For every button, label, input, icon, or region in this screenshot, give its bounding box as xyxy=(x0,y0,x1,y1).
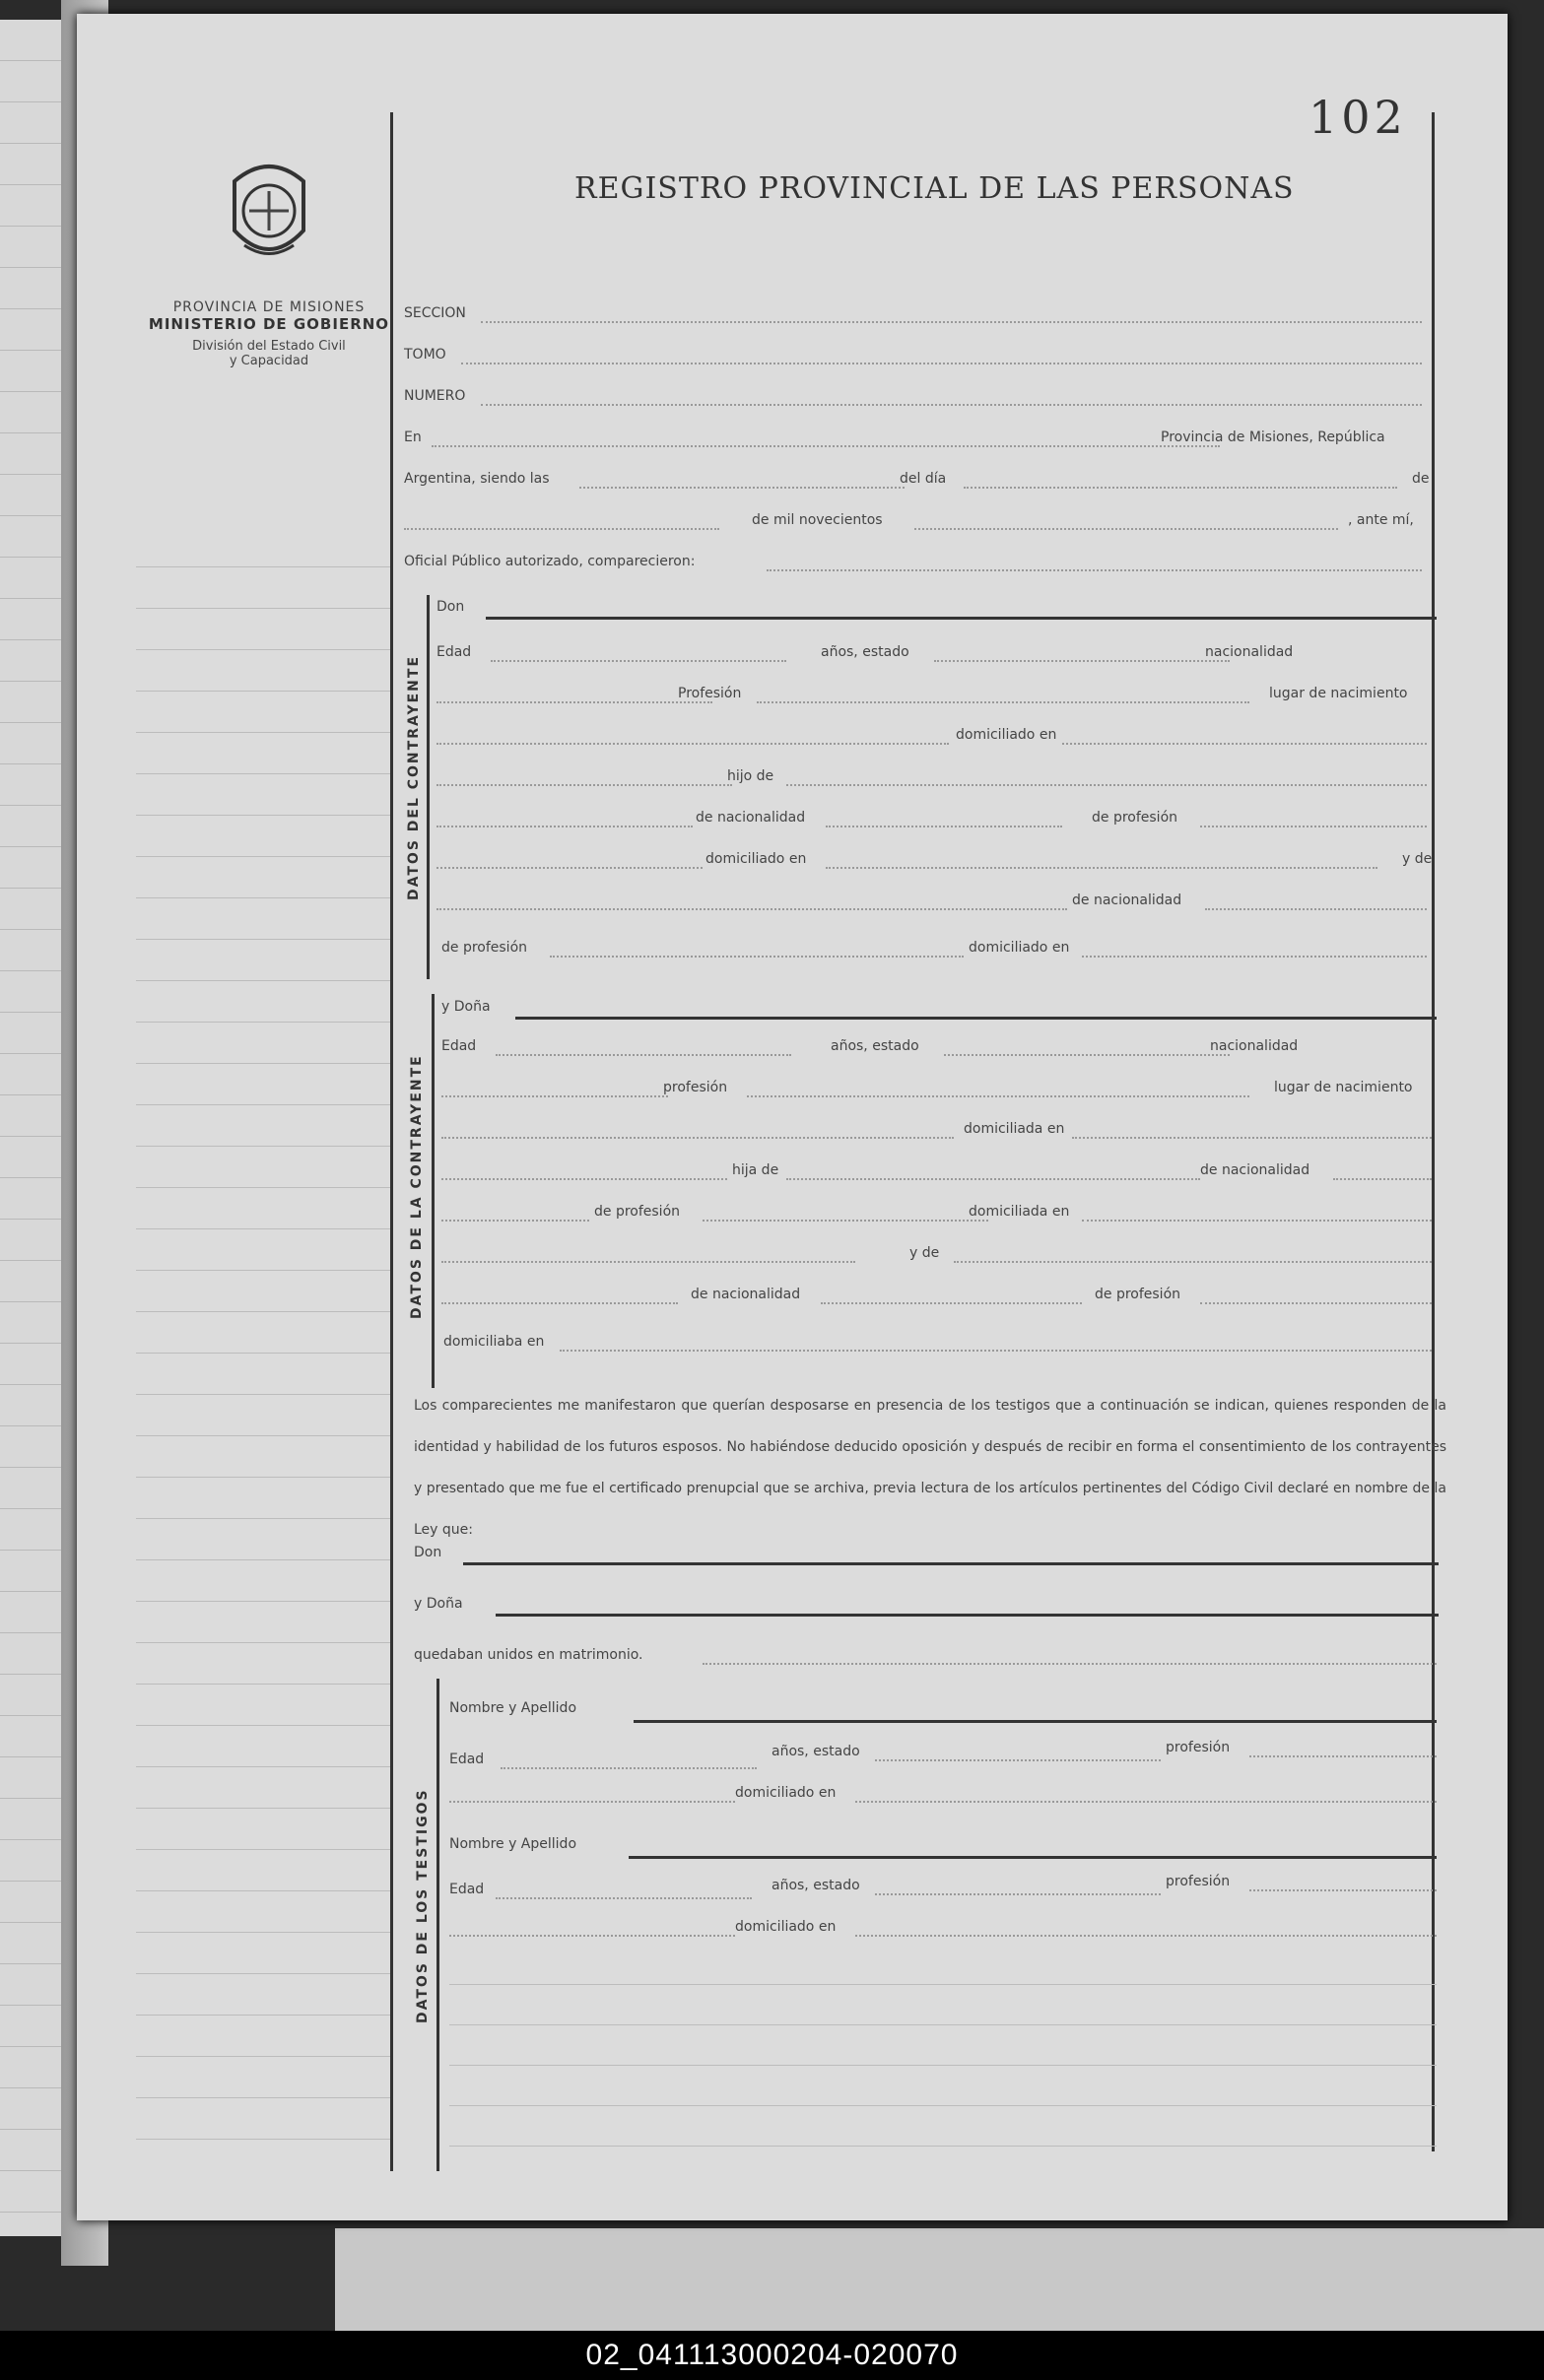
dom1-line xyxy=(855,1801,1437,1803)
hora-line xyxy=(579,487,905,489)
ante-mi-label: , ante mí, xyxy=(1348,512,1414,528)
profesion-label-2: profesión xyxy=(663,1080,728,1095)
provincia-label: Provincia de Misiones, República xyxy=(1161,430,1385,445)
provincial-seal-icon xyxy=(215,152,323,270)
register-page xyxy=(77,14,1508,2220)
edad1-label: Edad xyxy=(449,1752,485,1767)
prof1-label: profesión xyxy=(1166,1740,1231,1755)
don-name-line xyxy=(486,617,1437,620)
padre-nac-line xyxy=(826,826,1062,827)
domiciliado2-label: domiciliado en xyxy=(705,851,807,867)
mes-line xyxy=(404,528,719,530)
edad2-line xyxy=(496,1897,752,1899)
padre-line-2 xyxy=(436,826,693,827)
en-label: En xyxy=(404,430,422,445)
edad-line xyxy=(491,660,786,662)
domiciliaba-label: domiciliaba en xyxy=(443,1334,545,1350)
numero-line xyxy=(481,404,1422,406)
edad2-label: Edad xyxy=(449,1882,485,1897)
madre-nac-line xyxy=(1205,908,1427,910)
padre-nac-line-4 xyxy=(441,1220,589,1222)
estado2-line xyxy=(875,1893,1161,1895)
en-line xyxy=(432,445,1220,447)
padre-nac-line-3 xyxy=(1333,1178,1432,1180)
dom2-line xyxy=(855,1935,1437,1937)
anos-estado-label: años, estado xyxy=(821,644,909,660)
don-label: Don xyxy=(436,599,465,615)
main-vertical-rule xyxy=(390,112,393,2171)
de-nacionalidad2-label-3: de nacionalidad xyxy=(691,1287,801,1302)
nombre2-label: Nombre y Apellido xyxy=(449,1836,577,1852)
contrayente-side-label: DATOS DEL CONTRAYENTE xyxy=(406,654,422,900)
dom-line-2 xyxy=(436,784,732,786)
lugar-label-2: lugar de nacimiento xyxy=(1274,1080,1413,1095)
de-profesion-label: de profesión xyxy=(1092,810,1178,826)
edad-line-2 xyxy=(496,1054,791,1056)
estado-line xyxy=(934,660,1230,662)
issuing-authority xyxy=(126,299,412,368)
testigos-side-label: DATOS DE LOS TESTIGOS xyxy=(415,1788,431,2023)
dom-line-3 xyxy=(1072,1137,1432,1139)
lugar-label: lugar de nacimiento xyxy=(1269,686,1408,701)
madre-dom-line xyxy=(1082,956,1427,958)
de-profesion2-label-3: de profesión xyxy=(1095,1287,1181,1302)
lugar-line xyxy=(436,743,949,745)
declaration-paragraph: Los comparecientes me manifestaron que querían desposarse en presencia de los testigos que a continuación se indican, quienes responden de la identidad y habilidad de los futuros esposos. No habiéndose deducido oposición y después de recibir en forma el consentimiento de los contrayentes y presentado que me fue el certificado prenupcial que se archiva, previa lectura de los artículos pertinentes del Código Civil declaré en nombre de la Ley que: xyxy=(414,1398,1446,1538)
union-dona-label: y Doña xyxy=(414,1596,463,1612)
padre-dom-line xyxy=(826,867,1377,869)
background-surface xyxy=(335,2228,1544,2331)
madre-line xyxy=(436,908,1067,910)
profesion-label: Profesión xyxy=(678,686,742,701)
division-name: División del Estado Civil xyxy=(192,339,346,354)
hijo-de-label: hijo de xyxy=(727,768,774,784)
de-nacionalidad-label-3: de nacionalidad xyxy=(1200,1162,1310,1178)
dona-label: y Doña xyxy=(441,999,491,1015)
ministry-name: MINISTERIO DE GOBIERNO xyxy=(148,315,390,333)
padre-prof-line-3 xyxy=(703,1220,988,1222)
y-de-label-2: y de xyxy=(909,1245,940,1261)
domiciliada2-label: domiciliada en xyxy=(969,1204,1070,1220)
mil-label: de mil novecientos xyxy=(752,512,883,528)
domiciliado3-label: domiciliado en xyxy=(969,940,1070,956)
dom-line xyxy=(1062,743,1427,745)
padre-dom-line-3 xyxy=(1082,1220,1432,1222)
nacionalidad-label: nacionalidad xyxy=(1205,644,1294,660)
padre-line-3 xyxy=(786,1178,1200,1180)
madre-prof-line-3 xyxy=(1200,1302,1432,1304)
del-dia-label: del día xyxy=(900,471,947,487)
anos-estado-label-2: años, estado xyxy=(831,1038,919,1054)
dom1-label: domiciliado en xyxy=(735,1785,837,1801)
nombre1-line xyxy=(634,1720,1437,1723)
unidos-line xyxy=(703,1663,1437,1665)
seccion-line xyxy=(481,321,1422,323)
nombre1-label: Nombre y Apellido xyxy=(449,1700,577,1716)
de-profesion2-label: de profesión xyxy=(441,940,528,956)
dom-line-4 xyxy=(441,1178,727,1180)
testigos-bracket xyxy=(436,1679,439,2171)
madre-dom-line-3 xyxy=(560,1350,1432,1352)
margin-ruled-lines xyxy=(136,526,392,2151)
hija-de-label: hija de xyxy=(732,1162,779,1178)
contrayenta-side-label: DATOS DE LA CONTRAYENTE xyxy=(409,1054,425,1319)
y-de-label: y de xyxy=(1402,851,1433,867)
tomo-label: TOMO xyxy=(404,347,446,363)
nombre2-line xyxy=(629,1856,1437,1859)
dom2-label: domiciliado en xyxy=(735,1919,837,1935)
prof2-line-2 xyxy=(449,1935,735,1937)
argentina-label: Argentina, siendo las xyxy=(404,471,550,487)
de-profesion-label-3: de profesión xyxy=(594,1204,681,1220)
page-number: 102 xyxy=(1309,91,1407,144)
madre-prof-line xyxy=(550,956,964,958)
dona-name-line xyxy=(515,1017,1437,1020)
madre-nac-line-3 xyxy=(821,1302,1082,1304)
unidos-label: quedaban unidos en matrimonio. xyxy=(414,1647,643,1663)
image-caption: 02_041113000204-020070 xyxy=(0,2331,1544,2380)
dia-line xyxy=(964,487,1397,489)
prof-line xyxy=(757,701,1249,703)
anos2-label: años, estado xyxy=(772,1878,860,1893)
de-nacionalidad2-label: de nacionalidad xyxy=(1072,892,1182,908)
domiciliada-label: domiciliada en xyxy=(964,1121,1065,1137)
madre-line-4 xyxy=(441,1302,678,1304)
right-vertical-rule xyxy=(1432,112,1435,2151)
tomo-line xyxy=(461,363,1422,364)
union-don-line xyxy=(463,1562,1439,1565)
lugar-line-2 xyxy=(441,1137,954,1139)
contrayente-bracket xyxy=(427,595,430,979)
nacionalidad-label-2: nacionalidad xyxy=(1210,1038,1299,1054)
anio-line xyxy=(914,528,1338,530)
province-name: PROVINCIA DE MISIONES xyxy=(172,299,366,315)
prof-line-2 xyxy=(747,1095,1249,1097)
padre-prof-line-2 xyxy=(436,867,703,869)
padre-line xyxy=(786,784,1427,786)
register-title: REGISTRO PROVINCIAL DE LAS PERSONAS xyxy=(574,171,1295,206)
prof1-line-2 xyxy=(449,1801,735,1803)
madre-line-3 xyxy=(954,1261,1432,1263)
oficial-label: Oficial Público autorizado, comparecieron: xyxy=(404,554,696,569)
numero-label: NUMERO xyxy=(404,388,466,404)
de-label: de xyxy=(1412,471,1430,487)
nac-line xyxy=(436,701,712,703)
prof2-line xyxy=(1249,1889,1437,1891)
estado1-line xyxy=(875,1759,1161,1761)
seccion-label: SECCION xyxy=(404,305,466,321)
anos1-label: años, estado xyxy=(772,1744,860,1759)
edad-label-2: Edad xyxy=(441,1038,477,1054)
oficial-line xyxy=(767,569,1422,571)
union-dona-line xyxy=(496,1614,1439,1617)
prof1-line xyxy=(1249,1755,1437,1757)
edad-label: Edad xyxy=(436,644,472,660)
testigos-ruled-lines xyxy=(449,1945,1437,2151)
estado-line-2 xyxy=(944,1054,1230,1056)
nac-line-2 xyxy=(441,1095,668,1097)
edad1-line xyxy=(501,1767,757,1769)
margin-column xyxy=(97,14,412,2220)
padre-dom-line-4 xyxy=(441,1261,855,1263)
padre-prof-line xyxy=(1200,826,1427,827)
union-don-label: Don xyxy=(414,1545,442,1560)
domiciliado-label: domiciliado en xyxy=(956,727,1057,743)
de-nacionalidad-label: de nacionalidad xyxy=(696,810,806,826)
prof2-label: profesión xyxy=(1166,1874,1231,1889)
division-name-2: y Capacidad xyxy=(229,354,309,368)
contrayenta-bracket xyxy=(432,994,435,1388)
